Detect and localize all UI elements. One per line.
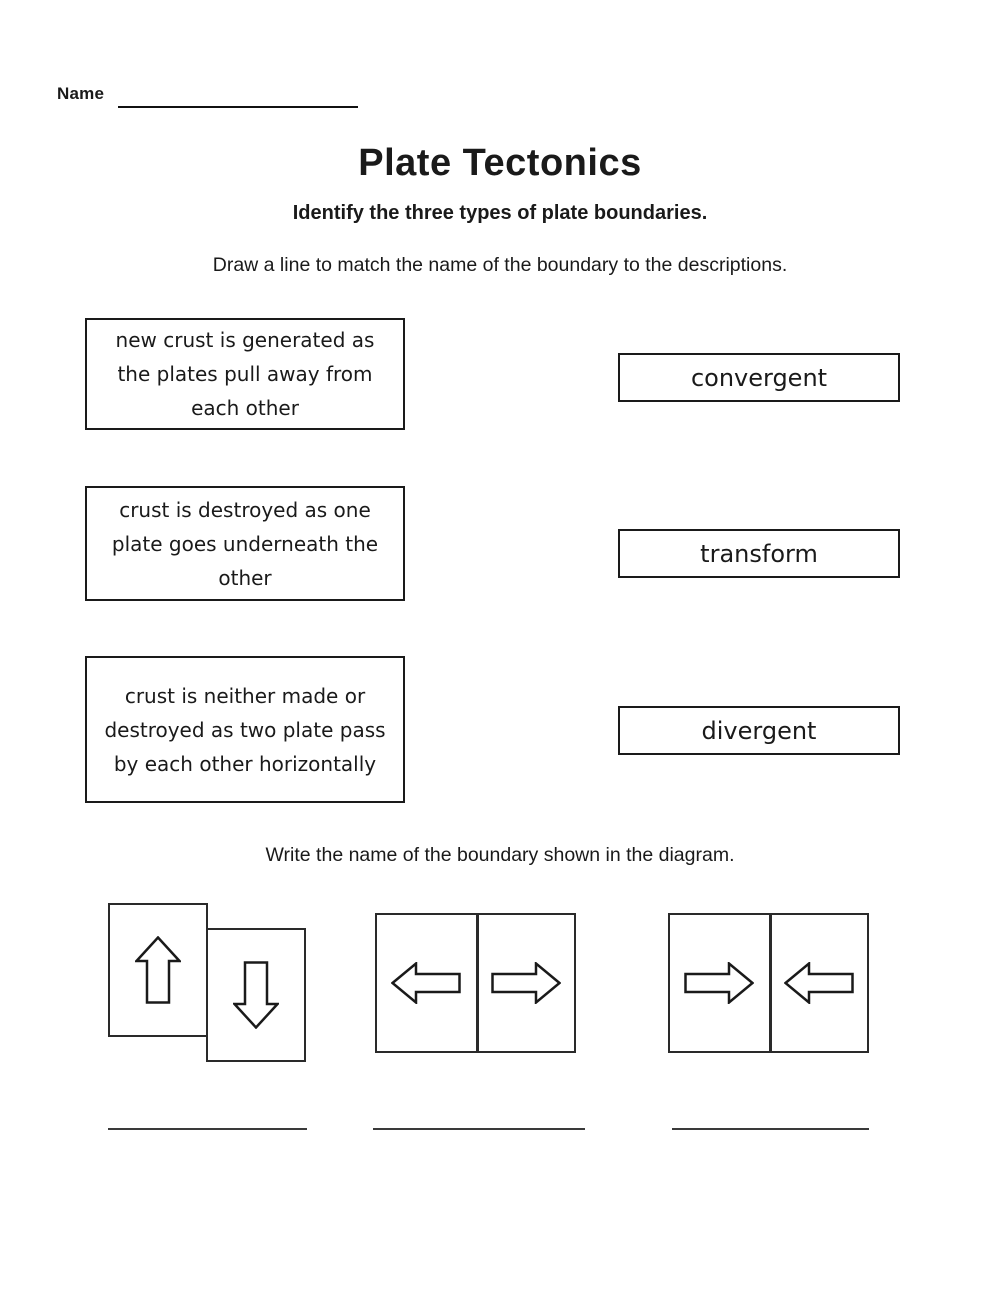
boundary-diagram-transform bbox=[108, 903, 318, 1068]
description-box-divergent[interactable] bbox=[85, 318, 405, 430]
match-instruction: Draw a line to match the name of the boundary to the descriptions. bbox=[212, 254, 788, 276]
plate-cell bbox=[476, 915, 575, 1051]
plate-cell bbox=[670, 915, 769, 1051]
description-text: new crust is generated as the plates pull away from each other bbox=[115, 328, 375, 420]
answer-blank-2[interactable] bbox=[373, 1128, 585, 1130]
term-label: transform bbox=[700, 539, 818, 568]
description-text: crust is destroyed as one plate goes underneath the other bbox=[111, 497, 379, 590]
plate-cell bbox=[377, 915, 476, 1051]
plate-block bbox=[108, 903, 208, 1037]
page-title: Plate Tectonics bbox=[358, 142, 642, 184]
boundary-diagram-convergent bbox=[668, 913, 869, 1053]
term-box-transform[interactable] bbox=[618, 529, 900, 578]
answer-blank-1[interactable] bbox=[108, 1128, 307, 1130]
term-box-divergent[interactable] bbox=[618, 706, 900, 755]
page-subtitle: Identify the three types of plate boundaries. bbox=[292, 202, 708, 224]
left-arrow-icon bbox=[784, 962, 854, 1004]
plate-block bbox=[206, 928, 306, 1062]
boundary-diagram-divergent bbox=[375, 913, 576, 1053]
right-arrow-icon bbox=[491, 962, 561, 1004]
description-box-convergent[interactable] bbox=[85, 486, 405, 601]
description-box-transform[interactable] bbox=[85, 656, 405, 803]
right-arrow-icon bbox=[684, 962, 754, 1004]
description-text: crust is neither made or destroyed as two plate pass by each other horizontally bbox=[104, 683, 386, 776]
left-arrow-icon bbox=[391, 962, 461, 1004]
write-instruction: Write the name of the boundary shown in the diagram. bbox=[265, 844, 735, 866]
plate-cell bbox=[769, 915, 868, 1051]
term-label: convergent bbox=[690, 363, 828, 392]
term-label: divergent bbox=[701, 716, 817, 745]
term-box-convergent[interactable] bbox=[618, 353, 900, 402]
name-label: Name bbox=[57, 84, 105, 103]
name-blank-line[interactable] bbox=[118, 106, 358, 108]
down-arrow-icon bbox=[233, 961, 279, 1029]
answer-blank-3[interactable] bbox=[672, 1128, 869, 1130]
up-arrow-icon bbox=[135, 936, 181, 1004]
